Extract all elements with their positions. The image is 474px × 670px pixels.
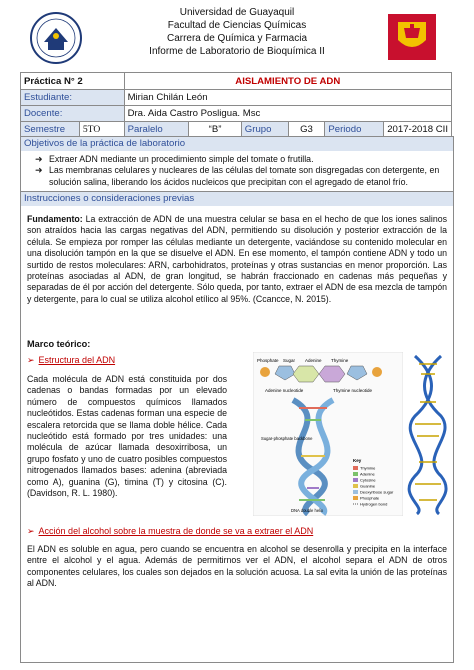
- period-label: Periodo: [325, 122, 384, 138]
- arrow-bullet-icon: ➜: [35, 165, 43, 176]
- triangle-bullet-icon: ➢: [27, 355, 35, 365]
- arrow-bullet-icon: ➜: [35, 154, 43, 164]
- figure-key-thymine: Thymine: [360, 465, 376, 471]
- group-label: Grupo: [241, 122, 288, 138]
- teacher-label: Docente:: [21, 106, 125, 122]
- marco-item-alcohol: ➢ Acción del alcohol sobre la muestra de donde se va a extraer el ADN: [27, 526, 314, 536]
- objective-item: ➜ Las membranas celulares y nucleares de las células del tomate son disgregadas con detergente, en solución salina, liberando los ácidos nucleicos que precipitan con el agregado de etanol frío.: [35, 165, 440, 187]
- faculty-name: Facultad de Ciencias Químicas: [167, 20, 307, 31]
- objectives-section: [20, 136, 454, 195]
- faculty-logo: [388, 14, 436, 60]
- figure-key-sugar: Deoxyribose sugar: [360, 489, 394, 495]
- document-header: [120, 6, 354, 58]
- group-value: G3: [288, 122, 325, 138]
- practice-info-table: [20, 72, 452, 138]
- teacher-name: Dra. Aida Castro Posligua. Msc: [124, 106, 451, 122]
- figure-key-hbond: Hydrogen bond: [360, 501, 388, 507]
- fundamento-paragraph: Fundamento: La extracción de ADN de una muestra celular se basa en el hecho de que los iones salinos son atraídos hacia las cargas negativas del ADN, permitiendo su disolución y posterior extracción de la célula. Se empieza por romper las células mediante un detergente, vaciándose su contenido molecular en una disolución tampón en la que se disuelve el ADN. En ese momento, el tampón contiene ADN y todo un surtido de restos moleculares: ARN, carbohidratos, proteínas y otras sustancias en menor proporción. Las proteínas asociadas al ADN, de gran longitud, se habrán fraccionado en cadenas más pequeñas y separadas de él por acción del detergente. Sólo queda, por tanto, extraer el ADN de esa mezcla de tampón y detergente, para lo cual se utiliza alcohol etílico al 95%. (Ccancce, N. 2015).: [27, 214, 447, 304]
- parallel-label: Paralelo: [124, 122, 189, 138]
- university-logo: [30, 12, 82, 64]
- practice-label: Práctica N° 2: [21, 73, 125, 90]
- estructura-paragraph: Cada molécula de ADN está constituida por dos cadenas o bandas formadas por un elevado número de compuestos químicos llamados nucleótidos. Estas cadenas forman una especie de escalera retorcida que se llama doble hélice. Cada nucleótido está formado por tres unidades: una molécula de azúcar llamada desoxirribosa, un grupo fosfato y uno de cuatro posibles compuestos nitrogenados llamados bases: adenina (abreviada como A), guanina (G), timina (T) y citosina (C). (Davidson, R. L. 1980).: [27, 374, 227, 499]
- dna-structure-figure: [253, 352, 403, 516]
- objectives-heading: Objetivos de la práctica de laboratorio: [21, 137, 453, 151]
- dna-ladder-figure: [407, 352, 449, 516]
- figure-key-adenine: Adenine: [360, 471, 375, 477]
- semester-label: Semestre: [21, 122, 80, 138]
- parallel-value: “B”: [189, 122, 242, 138]
- student-label: Estudiante:: [21, 90, 125, 106]
- fundamento-label: Fundamento:: [27, 214, 83, 224]
- period-value: 2017-2018 CII: [384, 122, 452, 138]
- university-name: Universidad de Guayaquil: [179, 7, 295, 18]
- figure-label-phosphate: Phosphate: [257, 358, 279, 363]
- figure-label-key: Key: [353, 458, 362, 463]
- figure-label-thymine: Thymine: [331, 358, 349, 363]
- report-name: Informe de Laboratorio de Bioquímica II: [149, 46, 325, 57]
- figure-label-adenine-nucleotide: Adenine nucleotide: [265, 388, 304, 393]
- triangle-bullet-icon: ➢: [27, 526, 35, 536]
- figure-key-guanine: Guanine: [360, 483, 376, 489]
- semester-value: 5TO: [79, 122, 124, 138]
- alcohol-paragraph: El ADN es soluble en agua, pero cuando se encuentra en alcohol se desenrolla y precipita en la interface entre el alcohol y el agua. Además de permitirnos ver el ADN, el alcohol separa el ADN de otros componentes celulares, los cuales son dejados en la solución acuosa. La sal evita la unión de las proteínas al ADN.: [27, 544, 447, 589]
- figure-key-cytosine: Cytosine: [360, 477, 376, 483]
- figure-label-backbone: Sugar-phosphate backbone: [261, 436, 313, 441]
- figure-label-thymine-nucleotide: Thymine nucleotide: [333, 388, 373, 393]
- figure-label-helix: DNA double helix: [291, 508, 324, 513]
- marco-teorico-label: Marco teórico:: [27, 339, 91, 349]
- instructions-heading: Instrucciones o consideraciones previas: [21, 192, 453, 206]
- practice-title: AISLAMIENTO DE ADN: [124, 73, 451, 90]
- instructions-section: [20, 191, 454, 663]
- figure-key-phosphate: Phosphate: [360, 495, 380, 501]
- marco-item-estructura: ➢ Estructura del ADN: [27, 355, 116, 365]
- career-name: Carrera de Química y Farmacia: [166, 33, 308, 44]
- figure-label-sugar: Sugar: [283, 358, 296, 363]
- objective-item: ➜ Extraer ADN mediante un procedimiento simple del tomate o frutilla.: [35, 154, 314, 164]
- student-name: Mirian Chilán León: [124, 90, 451, 106]
- figure-label-adenine: Adenine: [305, 358, 322, 363]
